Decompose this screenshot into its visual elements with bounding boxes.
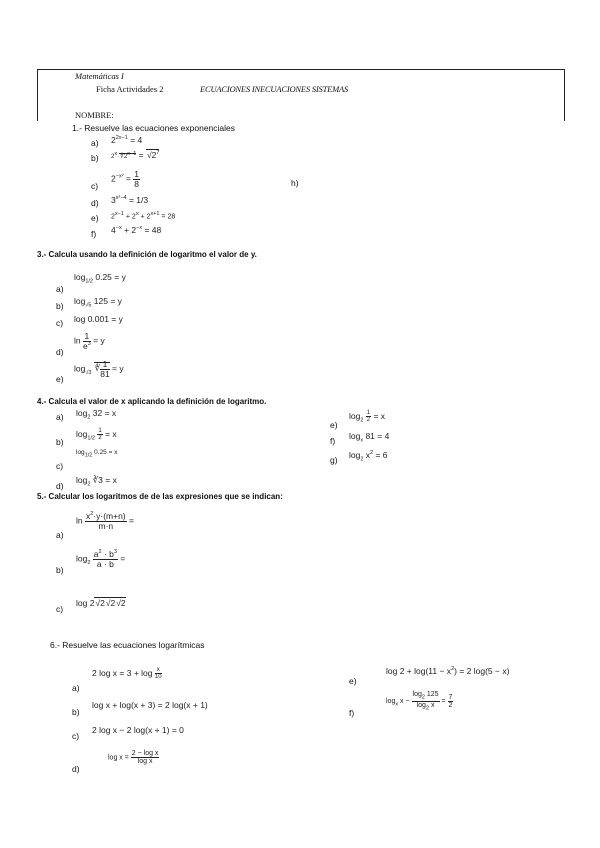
s1-eq-f: $4^{-x} + 2^{-x} = 48$ bbox=[111, 225, 162, 235]
s3-label-a: a) bbox=[56, 284, 64, 294]
s1-label-e: e) bbox=[91, 213, 99, 223]
s6-eq-a: 2 log x = 3 + log $\frac{x}{10}$ bbox=[92, 667, 162, 680]
s1-eq-d: $3^{x^2-4} = 1/3$ bbox=[111, 195, 149, 205]
s3-label-b: b) bbox=[56, 301, 64, 311]
s1-eq-a: $2^{2x-1} = 4$ bbox=[111, 135, 143, 145]
s5-eq-b: $\log_2$ $\frac{a^2 \cdot b^3}{a \cdot b}$ = bbox=[76, 549, 126, 569]
topic-title: ECUACIONES INECUACIONES SISTEMAS bbox=[200, 84, 349, 94]
s4-eq-a: $\log_2 32 = x$ bbox=[76, 408, 117, 421]
s3-eq-e: $\log_{√3}$ ∜ $\frac{1}{81}$ = y bbox=[74, 359, 124, 379]
course-title: Matemáticas I bbox=[75, 71, 124, 81]
s3-label-d: d) bbox=[56, 347, 64, 357]
s3-eq-c: log 0.001 = y bbox=[74, 314, 123, 324]
s3-label-e: e) bbox=[56, 374, 64, 384]
s6-label-c: c) bbox=[72, 731, 80, 741]
s1-label-a: a) bbox=[91, 138, 99, 148]
s6-label-a: a) bbox=[72, 683, 80, 693]
s1-label-b: b) bbox=[91, 153, 99, 163]
s4-label-a: a) bbox=[56, 412, 64, 422]
s6-label-f: f) bbox=[349, 708, 355, 718]
s4-eq-f: $\log_x 81 = 4$ bbox=[349, 431, 390, 444]
s4-label-c: c) bbox=[56, 461, 64, 471]
s4-label-f: f) bbox=[330, 436, 336, 446]
s1-eq-c: $2^{-x^2}$ = $\frac{1}{8}$ bbox=[111, 169, 139, 189]
s6-label-d: d) bbox=[72, 764, 80, 774]
s4-eq-g: $\log_2 x^2 = 6$ bbox=[349, 450, 388, 463]
section-6-title: 6.- Resuelve las ecuaciones logarítmicas bbox=[50, 640, 205, 650]
section-1-title: 1.- Resuelve las ecuaciones exponenciales bbox=[72, 123, 236, 133]
s1-eq-b: $2^x\cdot∜2^{x-1} = √2^7$ bbox=[111, 150, 160, 160]
s5-label-a: a) bbox=[56, 530, 64, 540]
section-3-title: 3.- Calcula usando la definición de logaritmo el valor de y. bbox=[37, 250, 257, 259]
s4-eq-b: $\log_{1/2}$ $\frac{1}{2}$ = x bbox=[76, 428, 117, 442]
s1-eq-e: $2^{x-1} + 2^x + 2^{x+1} = 28$ bbox=[111, 211, 176, 221]
s4-label-e: e) bbox=[330, 420, 338, 430]
s5-label-c: c) bbox=[56, 604, 64, 614]
s3-eq-b: $\log_{√5} 125 = y$ bbox=[74, 296, 122, 309]
s3-label-c: c) bbox=[56, 318, 64, 328]
s1-label-c: c) bbox=[91, 181, 99, 191]
name-label: NOMBRE: bbox=[75, 110, 114, 120]
s4-eq-e: $\log_2$ $\frac{1}{2}$ = x bbox=[349, 410, 386, 424]
s4-eq-c: $\log_{1/2} 0.25 = x$ bbox=[76, 449, 118, 459]
s5-eq-a: ln $\frac{x^2\cdot y\cdot(m+n)}{m\cdot n}$ = bbox=[76, 511, 134, 531]
s4-label-b: b) bbox=[56, 437, 64, 447]
s6-label-b: b) bbox=[72, 707, 80, 717]
s6-eq-b: log x + log(x + 3) = 2 log(x + 1) bbox=[92, 700, 208, 710]
s5-label-b: b) bbox=[56, 565, 64, 575]
s6-eq-c: 2 log x − 2 log(x + 1) = 0 bbox=[92, 725, 184, 735]
s4-label-d: d) bbox=[56, 481, 64, 491]
sheet-title: Ficha Actividades 2 bbox=[96, 84, 164, 94]
section-4-title: 4.- Calcula el valor de x aplicando la definición de logaritmo. bbox=[37, 397, 267, 406]
s3-eq-a: $\log_{1/2} 0.25 = y$ bbox=[74, 272, 126, 285]
s6-eq-f: $\log_x x$ − $\frac{\log_2 125}{\log_2 x}$ = $\frac{7}{2}$ bbox=[386, 691, 453, 712]
s4-eq-d: $\log_2$ ∛3 = x bbox=[76, 475, 117, 488]
s6-label-e: e) bbox=[349, 676, 357, 686]
s4-label-g: g) bbox=[330, 455, 338, 465]
s6-eq-e: $\log 2 + \log(11 - x^2) = 2$ log(5 − x) bbox=[386, 666, 510, 676]
s1-label-h: h) bbox=[291, 178, 299, 188]
s5-eq-c: log 2√2√2√2 bbox=[76, 598, 126, 608]
s1-label-d: d) bbox=[91, 198, 99, 208]
s1-label-f: f) bbox=[91, 229, 97, 239]
s3-eq-d: ln $\frac{1}{e^3}$ = y bbox=[74, 331, 105, 351]
section-5-title: 5.- Calcular los logaritmos de de las expresiones que se indican: bbox=[37, 492, 283, 501]
s6-eq-d: log x = $\frac{\text{2 − log x}}{\text{log x}}$ bbox=[108, 750, 159, 765]
